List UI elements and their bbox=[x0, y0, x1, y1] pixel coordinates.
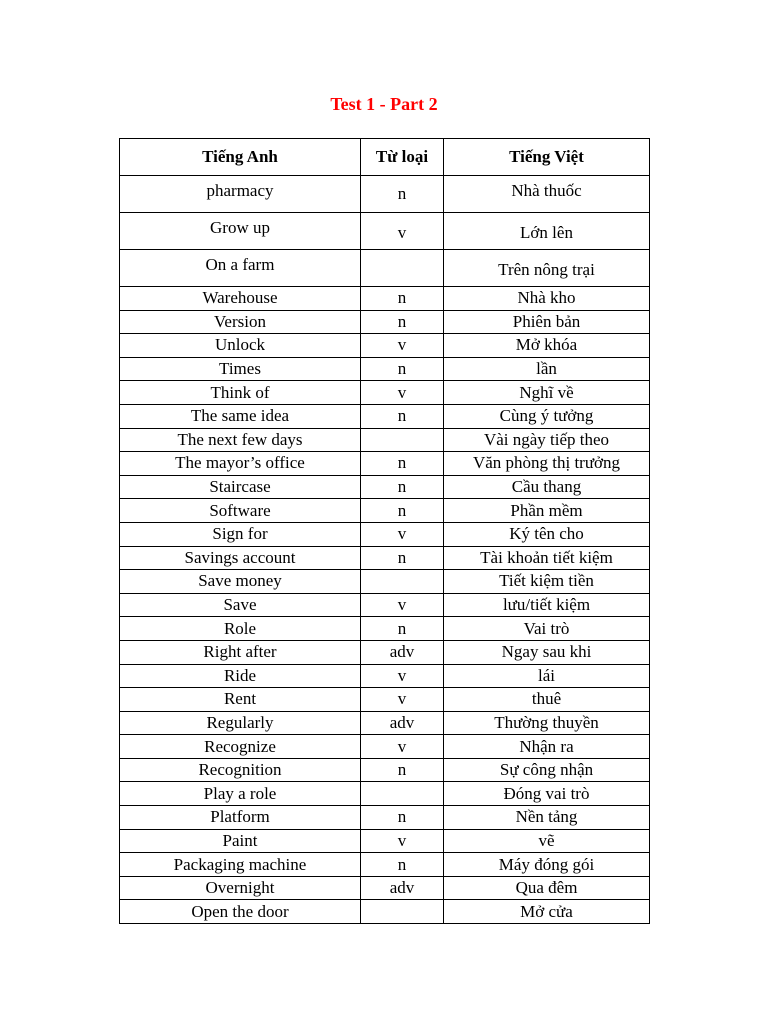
part-of-speech: adv bbox=[361, 711, 444, 735]
table-row bbox=[120, 829, 650, 853]
vietnamese-meaning: Nhà kho bbox=[444, 287, 650, 311]
table-header-row bbox=[120, 139, 650, 176]
english-word: Regularly bbox=[120, 711, 361, 735]
english-word: Overnight bbox=[120, 876, 361, 900]
table-row bbox=[120, 310, 650, 334]
table-row bbox=[120, 570, 650, 594]
vietnamese-meaning: lưu/tiết kiệm bbox=[444, 593, 650, 617]
part-of-speech: n bbox=[361, 310, 444, 334]
part-of-speech: n bbox=[361, 806, 444, 830]
vietnamese-meaning: Đóng vai trò bbox=[444, 782, 650, 806]
table-row bbox=[120, 499, 650, 523]
part-of-speech: v bbox=[361, 664, 444, 688]
part-of-speech: v bbox=[361, 334, 444, 358]
part-of-speech: n bbox=[361, 617, 444, 641]
english-word: Sign for bbox=[120, 522, 361, 546]
english-word: Rent bbox=[120, 688, 361, 712]
english-word: Play a role bbox=[120, 782, 361, 806]
part-of-speech bbox=[361, 250, 444, 287]
english-word: Grow up bbox=[120, 213, 361, 250]
vietnamese-meaning: Cùng ý tưởng bbox=[444, 404, 650, 428]
part-of-speech: n bbox=[361, 287, 444, 311]
vietnamese-meaning: Ký tên cho bbox=[444, 522, 650, 546]
english-word: Platform bbox=[120, 806, 361, 830]
vietnamese-meaning: Nghĩ về bbox=[444, 381, 650, 405]
table-row bbox=[120, 664, 650, 688]
vietnamese-meaning: Trên nông trại bbox=[444, 250, 650, 287]
vietnamese-meaning: Qua đêm bbox=[444, 876, 650, 900]
english-word: Times bbox=[120, 357, 361, 381]
part-of-speech: adv bbox=[361, 876, 444, 900]
table-row bbox=[120, 287, 650, 311]
english-word: Recognize bbox=[120, 735, 361, 759]
table-row bbox=[120, 876, 650, 900]
english-word: Warehouse bbox=[120, 287, 361, 311]
english-word: The same idea bbox=[120, 404, 361, 428]
part-of-speech: n bbox=[361, 404, 444, 428]
table-row bbox=[120, 593, 650, 617]
part-of-speech: n bbox=[361, 357, 444, 381]
vietnamese-meaning: Nhận ra bbox=[444, 735, 650, 759]
table-row bbox=[120, 900, 650, 924]
vietnamese-meaning: Ngay sau khi bbox=[444, 640, 650, 664]
english-word: Paint bbox=[120, 829, 361, 853]
part-of-speech: n bbox=[361, 853, 444, 877]
table-row bbox=[120, 452, 650, 476]
table-row bbox=[120, 522, 650, 546]
vocabulary-table bbox=[119, 138, 650, 924]
part-of-speech bbox=[361, 900, 444, 924]
table-row bbox=[120, 546, 650, 570]
vietnamese-meaning: Lớn lên bbox=[444, 213, 650, 250]
part-of-speech: v bbox=[361, 829, 444, 853]
table-row bbox=[120, 176, 650, 213]
vietnamese-meaning: Mở khóa bbox=[444, 334, 650, 358]
part-of-speech: v bbox=[361, 735, 444, 759]
table-row bbox=[120, 213, 650, 250]
english-word: pharmacy bbox=[120, 176, 361, 213]
vietnamese-meaning: Nền tảng bbox=[444, 806, 650, 830]
part-of-speech: v bbox=[361, 381, 444, 405]
english-word: Software bbox=[120, 499, 361, 523]
english-word: On a farm bbox=[120, 250, 361, 287]
part-of-speech: n bbox=[361, 475, 444, 499]
english-word: Version bbox=[120, 310, 361, 334]
table-row bbox=[120, 404, 650, 428]
english-word: The next few days bbox=[120, 428, 361, 452]
vietnamese-meaning: thuê bbox=[444, 688, 650, 712]
header-english: Tiếng Anh bbox=[120, 139, 361, 176]
table-row bbox=[120, 617, 650, 641]
english-word: Unlock bbox=[120, 334, 361, 358]
part-of-speech: n bbox=[361, 758, 444, 782]
vietnamese-meaning: vẽ bbox=[444, 829, 650, 853]
english-word: Think of bbox=[120, 381, 361, 405]
part-of-speech: n bbox=[361, 452, 444, 476]
english-word: Recognition bbox=[120, 758, 361, 782]
part-of-speech: v bbox=[361, 213, 444, 250]
table-row bbox=[120, 853, 650, 877]
vietnamese-meaning: Văn phòng thị trưởng bbox=[444, 452, 650, 476]
english-word: Save bbox=[120, 593, 361, 617]
table-row bbox=[120, 640, 650, 664]
vietnamese-meaning: Vai trò bbox=[444, 617, 650, 641]
table-row bbox=[120, 758, 650, 782]
vietnamese-meaning: lái bbox=[444, 664, 650, 688]
vietnamese-meaning: Tiết kiệm tiền bbox=[444, 570, 650, 594]
vietnamese-meaning: Vài ngày tiếp theo bbox=[444, 428, 650, 452]
english-word: Staircase bbox=[120, 475, 361, 499]
english-word: The mayor’s office bbox=[120, 452, 361, 476]
part-of-speech: adv bbox=[361, 640, 444, 664]
table-row bbox=[120, 475, 650, 499]
table-row bbox=[120, 688, 650, 712]
vietnamese-meaning: Thường thuyền bbox=[444, 711, 650, 735]
english-word: Right after bbox=[120, 640, 361, 664]
english-word: Packaging machine bbox=[120, 853, 361, 877]
table-row bbox=[120, 711, 650, 735]
part-of-speech: n bbox=[361, 176, 444, 213]
table-row bbox=[120, 381, 650, 405]
table-row bbox=[120, 782, 650, 806]
vietnamese-meaning: Phần mềm bbox=[444, 499, 650, 523]
part-of-speech bbox=[361, 782, 444, 806]
part-of-speech: v bbox=[361, 593, 444, 617]
part-of-speech: v bbox=[361, 688, 444, 712]
part-of-speech: v bbox=[361, 522, 444, 546]
table-row bbox=[120, 334, 650, 358]
table-row bbox=[120, 357, 650, 381]
english-word: Role bbox=[120, 617, 361, 641]
vietnamese-meaning: Máy đóng gói bbox=[444, 853, 650, 877]
part-of-speech bbox=[361, 570, 444, 594]
part-of-speech bbox=[361, 428, 444, 452]
header-vietnamese: Tiếng Việt bbox=[444, 139, 650, 176]
vietnamese-meaning: Sự công nhận bbox=[444, 758, 650, 782]
vietnamese-meaning: Nhà thuốc bbox=[444, 176, 650, 213]
vietnamese-meaning: Cầu thang bbox=[444, 475, 650, 499]
table-row bbox=[120, 250, 650, 287]
header-part-of-speech: Từ loại bbox=[361, 139, 444, 176]
english-word: Open the door bbox=[120, 900, 361, 924]
english-word: Ride bbox=[120, 664, 361, 688]
vietnamese-meaning: Phiên bản bbox=[444, 310, 650, 334]
page-title: Test 1 - Part 2 bbox=[330, 94, 438, 114]
english-word: Save money bbox=[120, 570, 361, 594]
english-word: Savings account bbox=[120, 546, 361, 570]
part-of-speech: n bbox=[361, 546, 444, 570]
vietnamese-meaning: lần bbox=[444, 357, 650, 381]
table-row bbox=[120, 806, 650, 830]
vietnamese-meaning: Tài khoản tiết kiệm bbox=[444, 546, 650, 570]
part-of-speech: n bbox=[361, 499, 444, 523]
vietnamese-meaning: Mở cửa bbox=[444, 900, 650, 924]
table-row bbox=[120, 735, 650, 759]
table-row bbox=[120, 428, 650, 452]
